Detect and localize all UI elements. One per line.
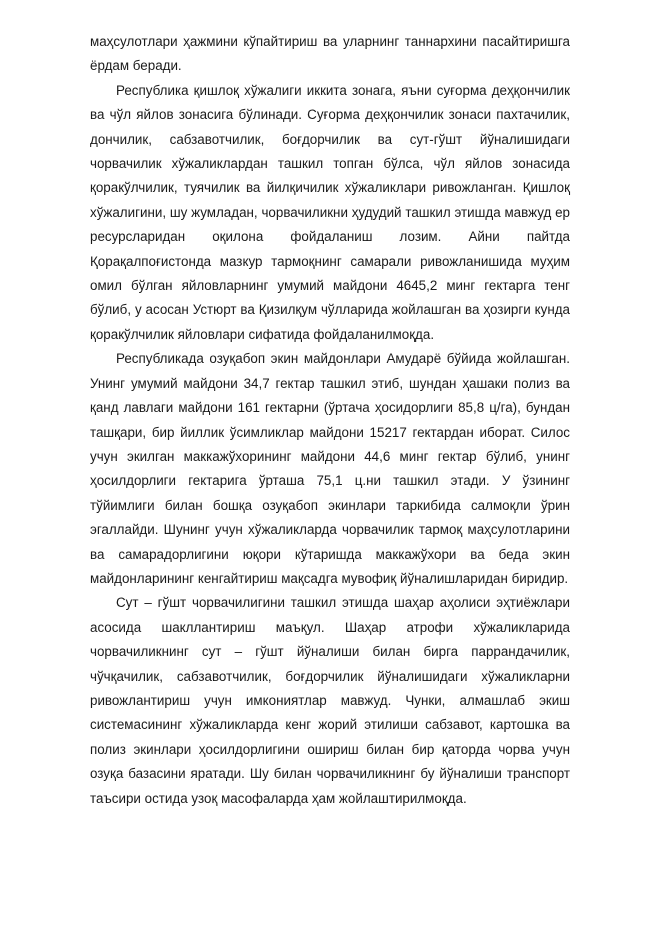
paragraph-dairy-meat: Сут – гўшт чорвачилигини ташкил этишда шаҳар аҳолиси эҳтиёжлари асосида шакллантириш маъқул. Шаҳар атрофи хўжаликларида чорвачиликнинг сут – гўшт йўналиши билан бирга паррандачилик, чўчқачилик, сабзавотчилик, боғдорчилик йўналишидаги хўжаликларни ривожлантириш учун имкониятлар мавжуд. Чунки, алмашлаб экиш системасининг хўжаликларда кенг жорий этилиши сабзавот, картошка ва полиз экинлари ҳосилдорлигини ошириш билан бир қаторда чорва учун озуқа базасини яратади. Шу билан чорвачиликнинг бу йўналиши транспорт таъсири остида узоқ масофаларда ҳам жойлаштирилмоқда. bbox=[90, 595, 570, 806]
paragraph-continuation: маҳсулотлари ҳажмини кўпайтириш ва уларнинг таннархини пасайтиришга ёрдам беради. bbox=[90, 34, 570, 74]
paragraph-fodder-crops: Республикада озуқабоп экин майдонлари Амударё бўйида жойлашган. Унинг умумий майдони 34,7 гектар ташкил этиб, шундан ҳашаки полиз ва қанд лавлаги майдони 161 гектарни (ўртача ҳосидорлиги 85,8 ц/га), бундан ташқари, бир йиллик ўсимликлар майдони 15217 гектардан иборат. Силос учун экилган маккажўхорининг майдони 44,6 минг гектар бўлиб, унинг ҳосилдорлиги гектарига ўрташа 75,1 ц.ни ташкил этади. У ўзининг тўйимлиги билан бошқа озуқабоп экинлари таркибида салмоқли ўрин эгаллайди. Шунинг учун хўжаликларда чорвачилик тармоқ маҳсулотларини ва самарадорлигини юқори кўтаришда маккажўхори ва беда экин майдонларининг кенгайтириш мақсадга мувофиқ йўналишларидан биридир. bbox=[90, 351, 570, 586]
document-body bbox=[90, 30, 570, 811]
paragraph-zones: Республика қишлоқ хўжалиги иккита зонага, яъни суғорма деҳқончилик ва чўл яйлов зонасига бўлинади. Суғорма деҳқончилик зонаси пахтачилик, дончилик, сабзавотчилик, боғдорчилик ва сут-гўшт йўналишидаги чорвачилик хўжаликлардан ташкил топган бўлса, чўл яйлов зонасида қоракўлчилик, туячилик ва йилқичилик хўжаликлари ривожланган. Қишлоқ хўжалигини, шу жумладан, чорвачиликни ҳудудий ташкил этишда мавжуд ер ресурсларидан оқилона фойдаланиш лозим. Айни пайтда Қорақалпоғистонда мазкур тармоқнинг самарали ривожланишида муҳим омил бўлган яйловларнинг умумий майдони 4645,2 минг гектарга тенг бўлиб, у асосан Устюрт ва Қизилқум чўлларида жойлашган ва ҳозирги кунда қоракўлчилик яйловлари сифатида фойдаланилмоқда. bbox=[90, 82, 570, 342]
